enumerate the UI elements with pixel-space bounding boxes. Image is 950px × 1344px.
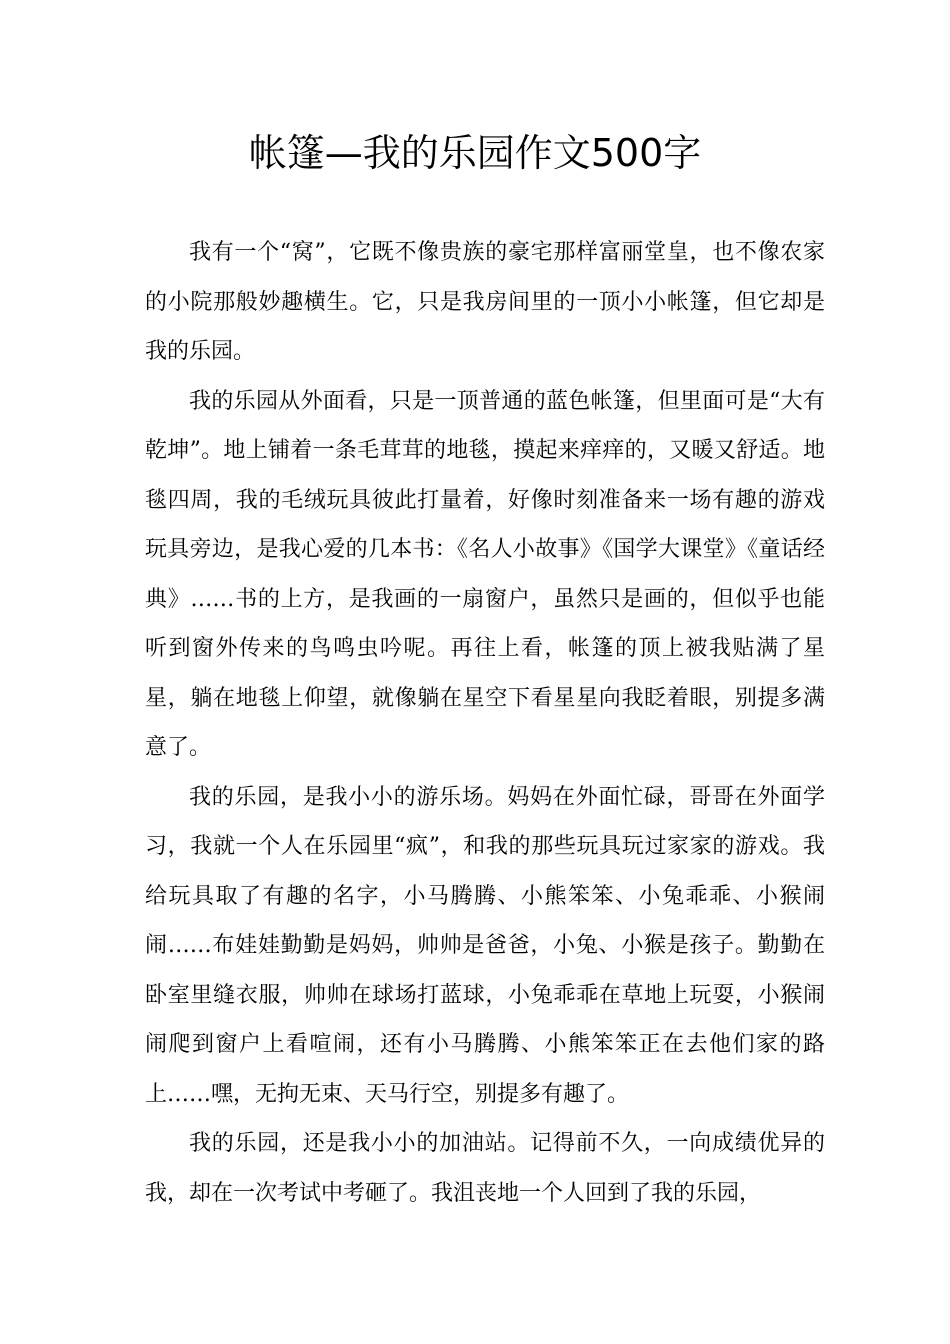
document-title: 帐篷—我的乐园作文500字 [248, 131, 702, 175]
document-body [145, 228, 825, 1218]
paragraph-1: 我有一个“窝”，它既不像贵族的豪宅那样富丽堂皇，也不像农家的小院那般妙趣横生。它，只是我房间里的一顶小小帐篷，但它却是我的乐园。 [145, 240, 825, 364]
paragraph-3: 我的乐园，是我小小的游乐场。妈妈在外面忙碌，哥哥在外面学习，我就一个人在乐园里“疯”，和我的那些玩具玩过家家的游戏。我给玩具取了有趣的名字，小马腾腾、小熊笨笨、小兔乖乖、小猴闹闹……布娃娃勤勤是妈妈，帅帅是爸爸，小兔、小猴是孩子。勤勤在卧室里缝衣服，帅帅在球场打蓝球，小兔乖乖在草地上玩耍，小猴闹闹爬到窗户上看喧闹，还有小马腾腾、小熊笨笨正在去他们家的路上……嘿，无拘无束、天马行空，别提多有趣了。 [145, 784, 825, 1107]
paragraph-2: 我的乐园从外面看，只是一顶普通的蓝色帐篷，但里面可是“大有乾坤”。地上铺着一条毛茸茸的地毯，摸起来痒痒的，又暖又舒适。地毯四周，我的毛绒玩具彼此打量着，好像时刻准备来一场有趣的游戏玩具旁边，是我心爱的几本书：《名人小故事》《国学大课堂》《童话经典》……书的上方，是我画的一扇窗户，虽然只是画的，但似乎也能听到窗外传来的鸟鸣虫吟呢。再往上看，帐篷的顶上被我贴满了星星，躺在地毯上仰望，就像躺在星空下看星星向我眨着眼，别提多满意了。 [145, 388, 825, 760]
paragraph-4: 我的乐园，还是我小小的加油站。记得前不久，一向成绩优异的我，却在一次考试中考砸了。我沮丧地一个人回到了我的乐园， [145, 1131, 825, 1206]
